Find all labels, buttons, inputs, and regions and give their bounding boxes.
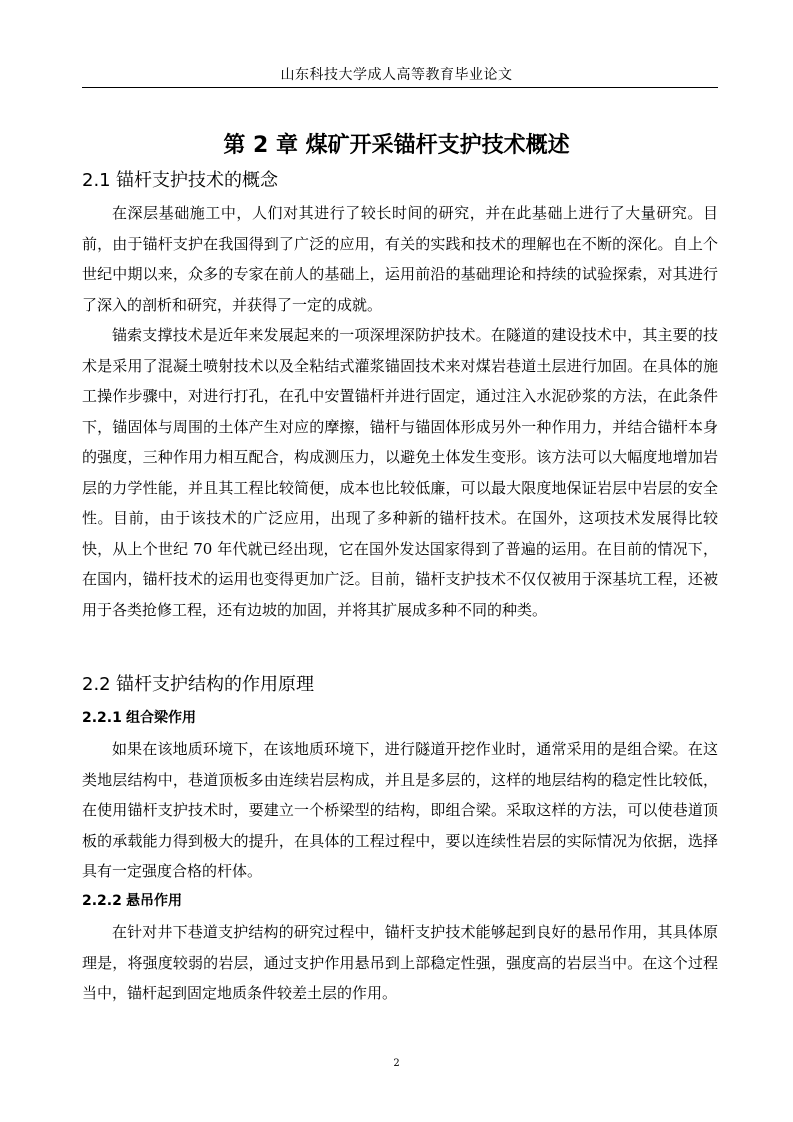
section-number: 2.1: [82, 170, 111, 191]
paragraph: 锚索支撑技术是近年来发展起来的一项深埋深防护技术。在隧道的建设技术中，其主要的技术是采用了混凝土喷射技术以及全粘结式灌浆锚固技术来对煤岩巷道土层进行加固。在具体的施工操作步骤中，对进行打孔，在孔中安置锚杆并进行固定，通过注入水泥砂浆的方法，在此条件下，锚固体与周围的土体产生对应的摩擦，锚杆与锚固体形成另外一种作用力，并结合锚杆本身的强度，三种作用力相互配合，构成测压力，以避免土体发生变形。该方法可以大幅度地增加岩层的力学性能，并且其工程比较简便，成本也比较低廉，可以最大限度地保证岩层中岩层的安全性。目前，由于该技术的广泛应用，出现了多种新的锚杆技术。在国外，这项技术发展得比较快，从上个世纪 70 年代就已经出现，它在国外发达国家得到了普遍的运用。在目前的情况下，在国内，锚杆技术的运用也变得更加广泛。目前，锚杆支护技术不仅仅被用于深基坑工程，还被用于各类抢修工程，还有边坡的加固，并将其扩展成多种不同的种类。: [82, 326, 718, 619]
subsection-number: 2.2.2: [82, 893, 122, 909]
page-header: 山东科技大学成人高等教育毕业论文: [280, 67, 513, 83]
subsection-title: 组合梁作用: [126, 710, 196, 726]
subsection-heading-2-2-2: [82, 890, 182, 910]
page-number: 2: [393, 1058, 400, 1069]
chapter-title: 第 2 章 煤矿开采锚杆支护技术概述: [223, 133, 570, 158]
paragraph: 在深层基础施工中，人们对其进行了较长时间的研究，并在此基础上进行了大量研究。目前，由于锚杆支护在我国得到了广泛的应用，有关的实践和技术的理解也在不断的深化。自上个世纪中期以来，众多的专家在前人的基础上，运用前沿的基础理论和持续的试验探索，对其进行了深入的剖析和研究，并获得了一定的成就。: [82, 204, 718, 314]
section-title: 锚杆支护技术的概念: [116, 170, 278, 191]
subsection-title: 悬吊作用: [126, 893, 182, 909]
header-rule: [82, 87, 718, 88]
section-title: 锚杆支护结构的作用原理: [116, 674, 314, 695]
paragraph: 如果在该地质环境下，在该地质环境下，进行隧道开挖作业时，通常采用的是组合梁。在这类地层结构中，巷道顶板多由连续岩层构成，并且是多层的，这样的地层结构的稳定性比较低，在使用锚杆支护技术时，要建立一个桥梁型的结构，即组合梁。采取这样的方法，可以使巷道顶板的承载能力得到极大的提升，在具体的工程过程中，要以连续性岩层的实际情况为依据，选择具有一定强度合格的杆体。: [82, 740, 718, 880]
section-number: 2.2: [82, 674, 111, 695]
section-heading-2-1: [82, 166, 278, 192]
section-heading-2-2: [82, 670, 314, 696]
paragraph: 在针对井下巷道支护结构的研究过程中，锚杆支护技术能够起到良好的悬吊作用，其具体原理是，将强度较弱的岩层，通过支护作用悬吊到上部稳定性强，强度高的岩层当中。在这个过程当中，锚杆起到固定地质条件较差土层的作用。: [82, 923, 718, 1002]
subsection-number: 2.2.1: [82, 710, 122, 726]
subsection-heading-2-2-1: [82, 707, 196, 727]
